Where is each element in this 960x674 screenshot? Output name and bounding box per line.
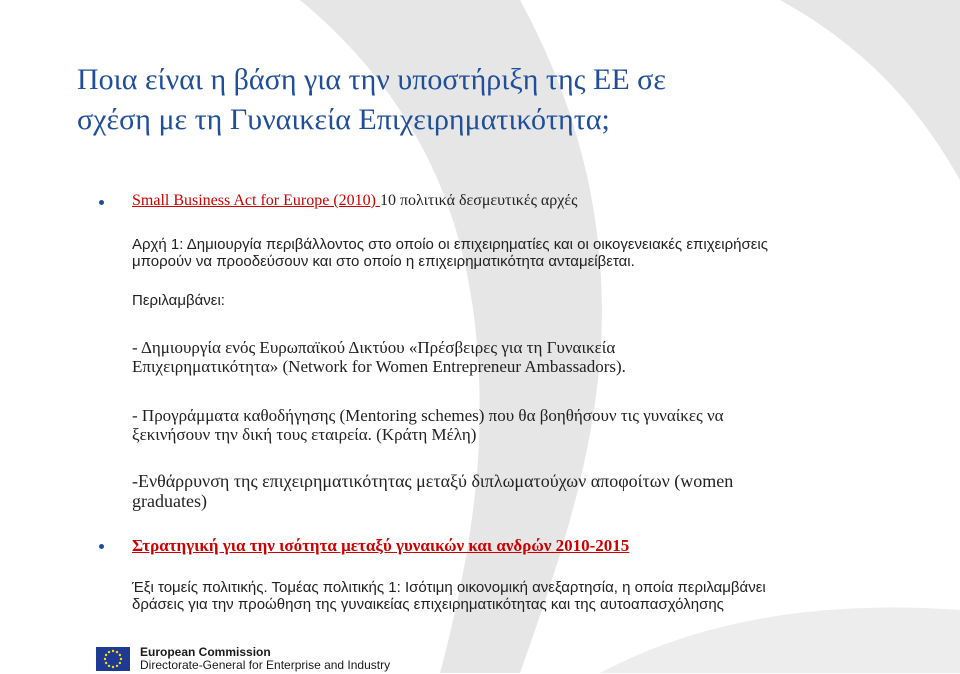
item-1-line-1: - Δημιουργία ενός Ευρωπαϊκού Δικτύου «Πρέσβειρες για τη Γυναικεία	[132, 338, 616, 357]
item-1-line-2: Επιχειρηματικότητα» (Network for Women Entrepreneur Ambassadors).	[132, 357, 626, 376]
sba-link[interactable]: Small Business Act for Europe (2010)	[132, 192, 380, 209]
item-3-line-1: -Ενθάρρυνση της επιχειρηματικότητας μεταξύ διπλωματούχων αποφοίτων (women	[132, 471, 734, 491]
footer-text	[140, 646, 390, 672]
item-3-line-2: graduates)	[132, 491, 207, 511]
gender-equality-strategy-link[interactable]: Στρατηγική για την ισότητα μεταξύ γυναικών και ανδρών 2010-2015	[132, 536, 630, 555]
includes-label: Περιλαμβάνει:	[132, 292, 225, 309]
item-2-line-2: ξεκινήσουν την δική τους εταιρεία. (Κράτη Μέλη)	[132, 425, 477, 444]
footer	[96, 644, 390, 674]
footer-dg: Directorate-General for Enterprise and Industry	[140, 658, 391, 672]
principle-1-line-1: Αρχή 1: Δημιουργία περιβάλλοντος στο οποίο οι επιχειρηματίες και οι οικογενειακές επιχειρήσεις	[132, 236, 768, 253]
footer-org: European Commission	[140, 645, 271, 659]
bullet-1-text	[132, 192, 577, 210]
strategy-line-1: Έξι τομείς πολιτικής. Τομέας πολιτικής 1: Ισότιμη οικονομική ανεξαρτησία, η οποία περιλαμβάνει	[132, 579, 766, 596]
title-line-1: Ποια είναι η βάση για την υποστήριξη της ΕΕ σε	[77, 63, 666, 96]
bullet-1-icon	[99, 200, 104, 205]
bullet-2-text	[132, 536, 629, 555]
title-line-2: σχέση με τη Γυναικεία Επιχειρηματικότητα;	[77, 103, 610, 136]
bullet-2-icon	[99, 544, 104, 549]
strategy-line-2: δράσεις για την προώθηση της γυναικείας επιχειρηματικότητας και της αυτοαπασχόλησης	[132, 596, 724, 613]
slide-title	[77, 60, 917, 140]
principle-1-line-2: μπορούν να προοδεύσουν και στο οποίο η επιχειρηματικότητα ανταμείβεται.	[132, 253, 635, 270]
eu-flag-icon	[96, 647, 130, 671]
item-2-line-1: - Προγράμματα καθοδήγησης (Mentoring schemes) που θα βοηθήσουν τις γυναίκες να	[132, 406, 724, 425]
sba-principles-text: 10 πολιτικά δεσμευτικές αρχές	[379, 192, 578, 209]
